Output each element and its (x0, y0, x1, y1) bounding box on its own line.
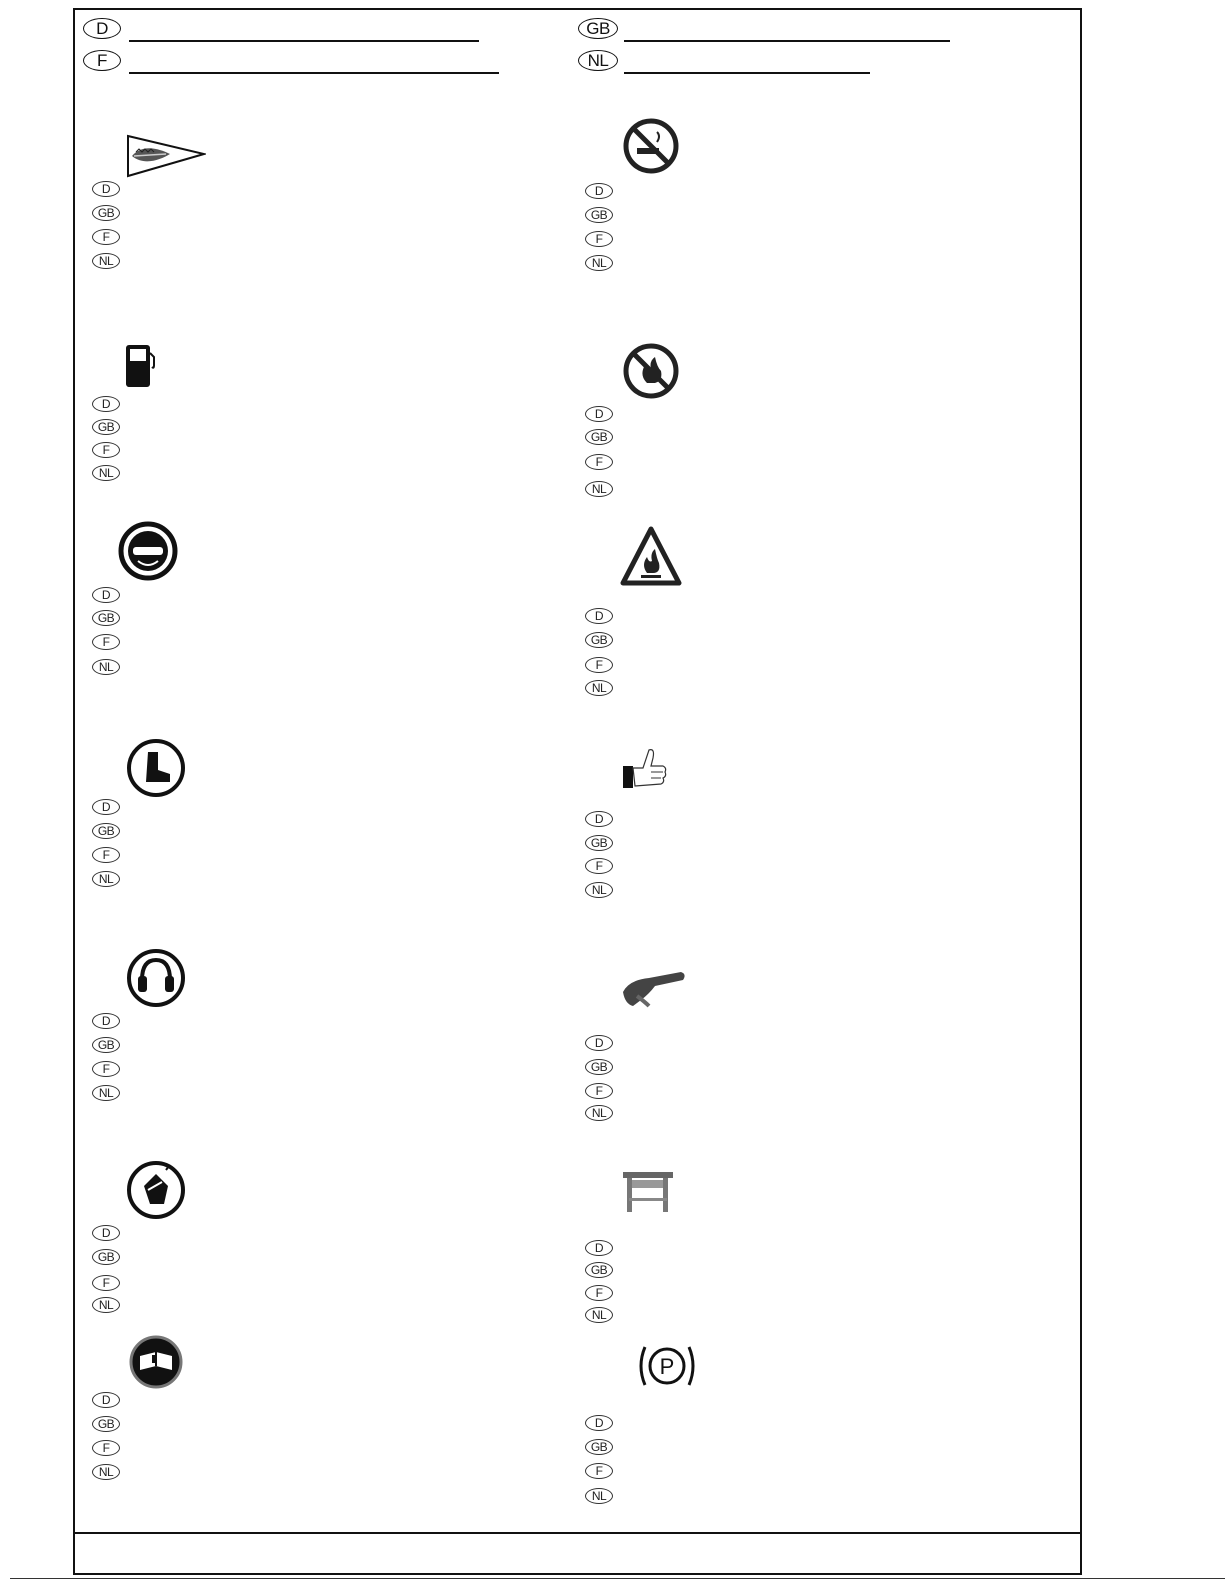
workbench-icon (621, 1166, 677, 1221)
lang-badge-gb: GB (92, 610, 120, 626)
lang-badge-d: D (92, 1392, 120, 1408)
lang-badge-d: D (92, 799, 120, 815)
header-line-gb (624, 40, 950, 42)
lang-badge-gb: GB (92, 1037, 120, 1053)
lang-badge-gb: GB (585, 1262, 613, 1278)
lang-badge-d: D (585, 183, 613, 199)
lang-badge-nl: NL (92, 1297, 120, 1313)
lang-badge-nl: NL (92, 1085, 120, 1101)
lang-badge-gb: GB (92, 1416, 120, 1432)
safety-boot-icon (126, 738, 186, 803)
lang-badge-nl: NL (92, 465, 120, 481)
lang-badge-f: F (585, 1083, 613, 1099)
lang-badge-f: F (585, 858, 613, 874)
lang-badge-d: D (585, 1035, 613, 1051)
lang-badge-f: F (585, 657, 613, 673)
parking-symbol-icon (635, 1343, 699, 1394)
lang-badge-gb: GB (578, 18, 618, 39)
lang-badge-gb: GB (92, 419, 120, 435)
lang-badge-nl: NL (585, 1488, 613, 1504)
lang-badge-f: F (92, 634, 120, 650)
lang-badge-f: F (92, 847, 120, 863)
lang-badge-d: D (92, 396, 120, 412)
lang-badge-f: F (92, 1440, 120, 1456)
lang-badge-gb: GB (585, 632, 613, 648)
fuel-pump-icon (124, 343, 160, 394)
lang-badge-f: F (92, 442, 120, 458)
lang-badge-nl: NL (578, 50, 618, 71)
page-frame (73, 8, 1082, 1575)
lang-badge-gb: GB (585, 835, 613, 851)
lang-badge-d: D (92, 1225, 120, 1241)
lang-badge-gb: GB (92, 823, 120, 839)
lang-badge-f: F (83, 50, 121, 71)
lang-badge-nl: NL (585, 882, 613, 898)
lang-badge-d: D (83, 18, 121, 39)
lang-badge-gb: GB (585, 1439, 613, 1455)
header-line-d (129, 40, 479, 42)
footer-divider (73, 1532, 1082, 1534)
lang-badge-f: F (585, 454, 613, 470)
lang-badge-d: D (92, 587, 120, 603)
read-manual-icon (126, 1334, 186, 1395)
lang-badge-gb: GB (92, 1249, 120, 1265)
face-shield-icon (118, 521, 178, 586)
header-line-nl (624, 72, 870, 74)
lang-badge-f: F (92, 1061, 120, 1077)
lang-badge-nl: NL (92, 659, 120, 675)
lang-badge-d: D (585, 1415, 613, 1431)
lang-badge-gb: GB (92, 205, 120, 221)
lang-badge-nl: NL (585, 481, 613, 497)
lang-badge-nl: NL (585, 1307, 613, 1323)
lang-badge-d: D (92, 181, 120, 197)
lang-badge-nl: NL (92, 253, 120, 269)
lang-badge-nl: NL (92, 871, 120, 887)
header-line-f (129, 72, 499, 74)
page-bottom-rule (10, 1578, 1225, 1579)
lang-badge-nl: NL (585, 255, 613, 271)
lang-badge-nl: NL (585, 680, 613, 696)
angle-grinder-icon (619, 966, 689, 1015)
lang-badge-nl: NL (92, 1464, 120, 1480)
chainsaw-blade-icon (126, 130, 206, 187)
lang-badge-f: F (585, 1463, 613, 1479)
thumbs-up-icon (621, 742, 671, 797)
lang-badge-d: D (585, 406, 613, 422)
lang-badge-d: D (585, 811, 613, 827)
parking-letter: P (659, 1354, 675, 1379)
no-smoking-icon (621, 116, 681, 181)
lang-badge-d: D (585, 608, 613, 624)
ear-protection-icon (126, 948, 186, 1013)
lang-badge-f: F (92, 229, 120, 245)
lang-badge-nl: NL (585, 1105, 613, 1121)
lang-badge-d: D (92, 1013, 120, 1029)
lang-badge-d: D (585, 1240, 613, 1256)
lang-badge-gb: GB (585, 1059, 613, 1075)
lang-badge-f: F (585, 1285, 613, 1301)
flammable-warning-icon (619, 525, 683, 592)
lang-badge-f: F (585, 231, 613, 247)
no-open-flame-icon (621, 341, 681, 406)
lang-badge-f: F (92, 1275, 120, 1291)
lang-badge-gb: GB (585, 207, 613, 223)
protective-glove-icon (126, 1160, 186, 1225)
lang-badge-gb: GB (585, 429, 613, 445)
